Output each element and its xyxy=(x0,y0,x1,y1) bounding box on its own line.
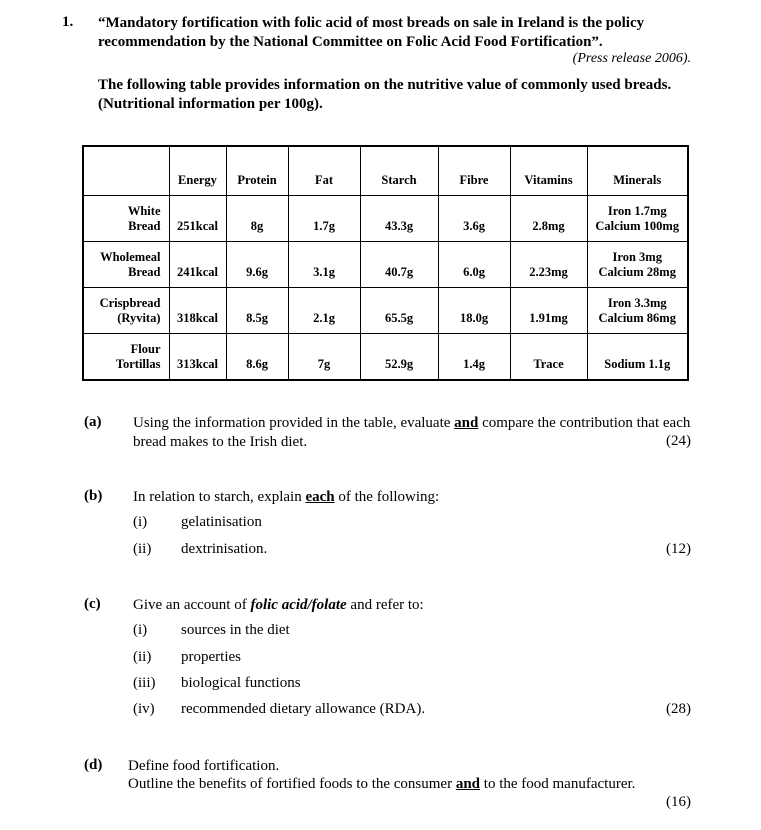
part-c-item-text: biological functions xyxy=(181,675,301,691)
fibre-value: 1.4g xyxy=(438,334,510,381)
part-b-item-text: gelatinisation xyxy=(181,514,262,530)
table-row xyxy=(83,196,688,242)
header-vitamins: Vitamins xyxy=(510,146,587,196)
part-b-text: In relation to starch, explain each of the following: xyxy=(133,489,440,505)
part-c-item-num: (iv) xyxy=(133,701,155,717)
header-cell-blank xyxy=(83,146,169,196)
header-protein: Protein xyxy=(226,146,288,196)
energy-value: 313kcal xyxy=(169,334,226,381)
part-c-item-text: sources in the diet xyxy=(181,622,290,638)
minerals-value: Iron 3.3mg Calcium 86mg xyxy=(587,288,688,334)
part-c-item-text: properties xyxy=(181,649,241,665)
protein-value: 8.5g xyxy=(226,288,288,334)
fat-value: 7g xyxy=(288,334,360,381)
part-c-marks: (28) xyxy=(666,701,691,717)
minerals-value: Iron 3mg Calcium 28mg xyxy=(587,242,688,288)
vitamins-value: 2.23mg xyxy=(510,242,587,288)
question-number: 1. xyxy=(62,14,74,30)
part-d-line2: Outline the benefits of fortified foods to the consumer and to the food manufacturer. xyxy=(128,776,636,792)
fat-value: 3.1g xyxy=(288,242,360,288)
part-a-label: (a) xyxy=(84,414,102,430)
energy-value: 318kcal xyxy=(169,288,226,334)
bread-name: Flour Tortillas xyxy=(83,334,169,381)
table-row xyxy=(83,242,688,288)
part-d-label: (d) xyxy=(84,757,103,773)
minerals-value: Sodium 1.1g xyxy=(587,334,688,381)
fibre-value: 3.6g xyxy=(438,196,510,242)
bread-name: Crispbread (Ryvita) xyxy=(83,288,169,334)
protein-value: 8.6g xyxy=(226,334,288,381)
starch-value: 52.9g xyxy=(360,334,438,381)
vitamins-value: 1.91mg xyxy=(510,288,587,334)
part-d-marks: (16) xyxy=(666,794,691,810)
table-row xyxy=(83,288,688,334)
vitamins-value: Trace xyxy=(510,334,587,381)
quote-source: (Press release 2006). xyxy=(572,51,691,66)
part-b-marks: (12) xyxy=(666,541,691,557)
part-b-label: (b) xyxy=(84,488,103,504)
part-c-label: (c) xyxy=(84,596,101,612)
fat-value: 2.1g xyxy=(288,288,360,334)
table-intro: The following table provides information on the nutritive value of commonly used breads. (Nutritional information per 100g). xyxy=(98,77,672,112)
bread-name: White Bread xyxy=(83,196,169,242)
policy-quote: “Mandatory fortification with folic acid of most breads on sale in Ireland is the policy recommendation by the National Committee on Folic Acid Food Fortification”. xyxy=(98,15,645,50)
starch-value: 65.5g xyxy=(360,288,438,334)
bread-name: Wholemeal Bread xyxy=(83,242,169,288)
part-c-text: Give an account of folic acid/folate and refer to: xyxy=(133,597,424,613)
part-b-item-num: (ii) xyxy=(133,541,152,557)
part-c-item-num: (iii) xyxy=(133,675,156,691)
part-a-marks: (24) xyxy=(666,433,691,449)
protein-value: 8g xyxy=(226,196,288,242)
part-a-text: Using the information provided in the table, evaluate and compare the contribution that each bread makes to the Irish diet. xyxy=(133,415,691,450)
nutrition-table xyxy=(82,145,689,381)
vitamins-value: 2.8mg xyxy=(510,196,587,242)
header-fat: Fat xyxy=(288,146,360,196)
header-starch: Starch xyxy=(360,146,438,196)
part-c-item-text: recommended dietary allowance (RDA). xyxy=(181,701,426,717)
starch-value: 43.3g xyxy=(360,196,438,242)
energy-value: 241kcal xyxy=(169,242,226,288)
fat-value: 1.7g xyxy=(288,196,360,242)
part-c-item-num: (i) xyxy=(133,622,148,638)
energy-value: 251kcal xyxy=(169,196,226,242)
part-c-item-num: (ii) xyxy=(133,649,152,665)
part-d-line1: Define food fortification. xyxy=(128,758,280,774)
fibre-value: 6.0g xyxy=(438,242,510,288)
minerals-value: Iron 1.7mg Calcium 100mg xyxy=(587,196,688,242)
header-fibre: Fibre xyxy=(438,146,510,196)
table-header-row xyxy=(83,146,688,196)
header-energy: Energy xyxy=(169,146,226,196)
fibre-value: 18.0g xyxy=(438,288,510,334)
table-row xyxy=(83,334,688,381)
header-minerals: Minerals xyxy=(587,146,688,196)
part-b-item-text: dextrinisation. xyxy=(181,541,268,557)
part-b-item-num: (i) xyxy=(133,514,148,530)
protein-value: 9.6g xyxy=(226,242,288,288)
starch-value: 40.7g xyxy=(360,242,438,288)
